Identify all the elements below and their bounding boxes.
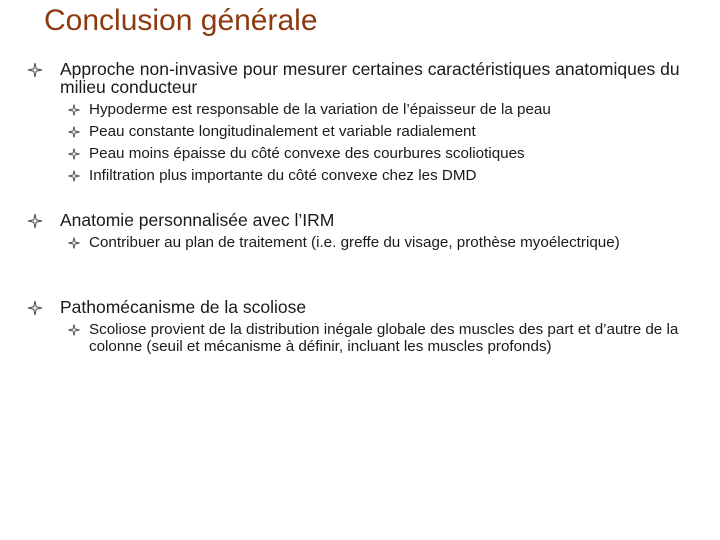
four-point-star-icon [27, 213, 43, 229]
sub-bullet-text: Peau moins épaisse du côté convexe des courbures scoliotiques [89, 145, 525, 162]
four-point-star-icon [27, 62, 43, 78]
sub-bullet-text: Contribuer au plan de traitement (i.e. greffe du visage, prothèse myoélectrique) [89, 234, 620, 251]
sub-bullet-item [0, 101, 720, 119]
four-point-star-icon [68, 237, 80, 249]
sub-bullet-item [0, 234, 720, 251]
four-point-star-icon [68, 324, 80, 336]
sub-bullet-text: Scoliose provient de la distribution inégale globale des muscles des part et d’autre de la colonne (seuil et mécanisme à définir, incluant les muscles profonds) [89, 321, 679, 355]
bullet-text: Approche non-invasive pour mesurer certaines caractéristiques anatomiques du milieu conducteur [60, 59, 680, 97]
four-point-star-icon [68, 126, 80, 138]
bullet-text: Anatomie personnalisée avec l’IRM [60, 210, 335, 230]
bullet-text: Pathomécanisme de la scoliose [60, 297, 307, 317]
sub-bullet-item [0, 321, 720, 355]
four-point-star-icon [68, 104, 80, 116]
sub-bullet-item [0, 123, 720, 141]
four-point-star-icon [68, 170, 80, 182]
sub-bullet-item [0, 145, 720, 163]
sub-bullet-item [0, 167, 720, 185]
sub-bullet-text: Peau constante longitudinalement et variable radialement [89, 123, 476, 140]
four-point-star-icon [27, 300, 43, 316]
bullet-item [0, 298, 720, 316]
four-point-star-icon [68, 148, 80, 160]
sub-bullet-text: Infiltration plus importante du côté convexe chez les DMD [89, 167, 477, 184]
section-3 [0, 298, 720, 355]
bullet-item [0, 60, 720, 96]
section-2 [0, 211, 720, 251]
slide-title: Conclusion générale [44, 4, 318, 37]
section-1 [0, 60, 720, 185]
sub-bullet-text: Hypoderme est responsable de la variation de l’épaisseur de la peau [89, 101, 551, 118]
bullet-item [0, 211, 720, 229]
